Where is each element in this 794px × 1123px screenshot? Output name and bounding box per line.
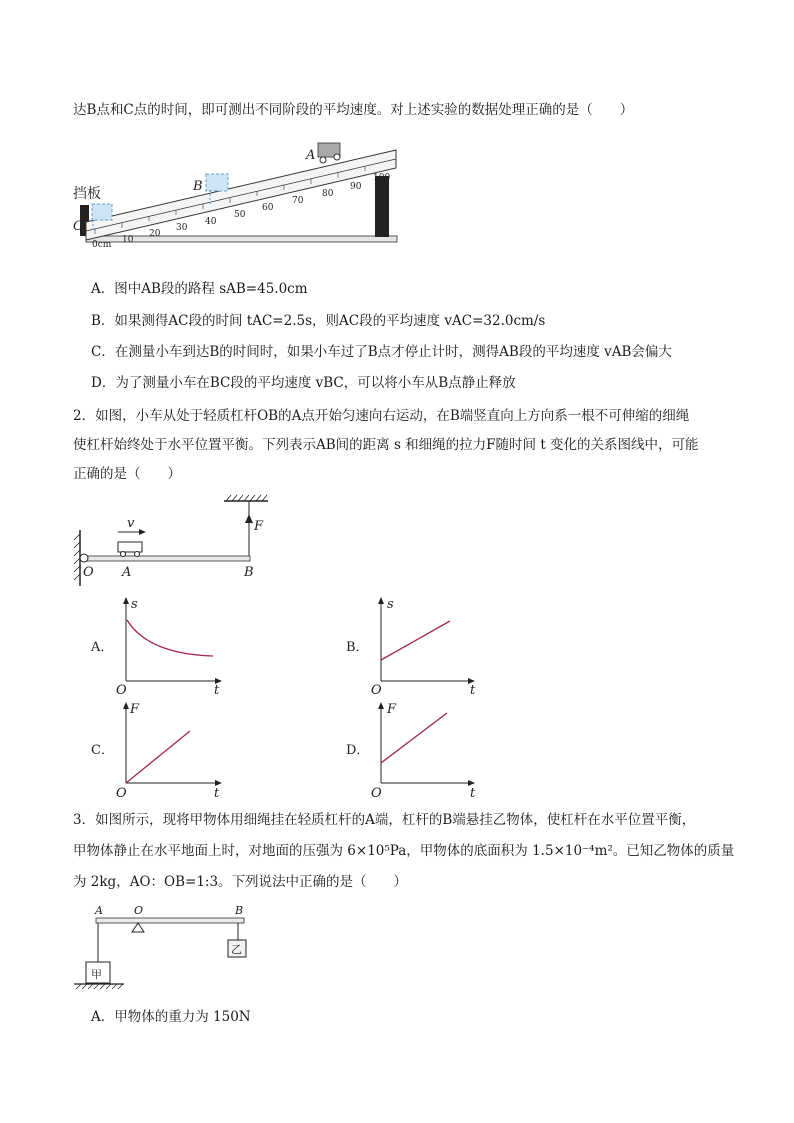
q2-stem-line-2: 使杠杆始终处于水平位置平衡。下列表示AB间的距离 s 和细绳的拉力F随时间 t 变化的关系图线中，可能 (73, 437, 699, 453)
svg-text:t: t (470, 683, 476, 698)
q1-option-D: D．为了测量小车在BC段的平均速度 vBC，可以将小车从B点静止释放 (91, 375, 516, 391)
q1-label-C: C (73, 219, 83, 234)
q3-label-jia: 甲 (91, 968, 102, 981)
q1-ruler-label-50: 50 (234, 210, 246, 220)
q1-ruler-label-30: 30 (176, 223, 188, 233)
q2-label-A: A (122, 565, 132, 580)
q3-lever (96, 918, 244, 923)
svg-text:t: t (470, 786, 476, 801)
q1-option-A: A．图中AB段的路程 sAB=45.0cm (91, 281, 308, 297)
q1-ruler-label-100: 100 (373, 173, 391, 183)
svg-text:O: O (116, 683, 127, 698)
q2-label-O: O (83, 565, 94, 580)
svg-text:F: F (387, 702, 397, 717)
svg-text:A．: A． (91, 640, 114, 655)
q1-ruler-label-20: 20 (149, 229, 161, 239)
svg-text:D．: D． (346, 743, 370, 758)
q1-option-B: B．如果测得AC段的时间 tAC=2.5s，则AC段的平均速度 vAC=32.0cm/s (91, 313, 546, 329)
q2-label-B: B (244, 565, 254, 580)
q3-fulcrum (132, 923, 144, 932)
svg-text:B．: B． (346, 640, 369, 655)
q3-stem-line-1: 3．如图所示，现将甲物体用细绳挂在轻质杠杆的A端，杠杆的B端悬挂乙物体，使杠杆在水平位置平衡， (73, 812, 696, 828)
svg-text:O: O (116, 786, 127, 801)
q3-option-A: A．甲物体的重力为 150N (91, 1009, 251, 1025)
svg-text:O: O (371, 683, 382, 698)
q3-stem-line-3: 为 2kg，AO：OB=1:3。下列说法中正确的是（ ） (73, 874, 408, 890)
q2-label-v: v (127, 516, 135, 531)
q1-label-B: B (193, 179, 203, 194)
q2-label-F: F (254, 519, 264, 534)
q1-label-A: A (306, 148, 316, 163)
q3-label-O: O (134, 904, 144, 917)
q3-label-B: B (235, 904, 244, 917)
svg-text:t: t (214, 683, 220, 698)
q3-label-yi: 乙 (231, 943, 242, 956)
q1-ruler-label-90: 90 (350, 182, 362, 192)
q1-ruler-label-60: 60 (262, 203, 274, 213)
q1-ruler-label-80: 80 (322, 189, 334, 199)
q1-intro-line: 达B点和C点的时间，即可测出不同阶段的平均速度。对上述实验的数据处理正确的是（ ） (73, 102, 634, 118)
q1-option-C: C．在测量小车到达B的时间时，如果小车过了B点才停止计时，测得AB段的平均速度 vAB会偏大 (91, 344, 672, 360)
q3-stem-line-2: 甲物体静止在水平地面上时，对地面的压强为 6×10⁵Pa，甲物体的底面积为 1.5×10⁻⁴m²。已知乙物体的质量 (73, 843, 735, 859)
q3-label-A: A (95, 904, 103, 917)
svg-text:s: s (131, 597, 138, 612)
q1-ruler-label-40: 40 (205, 217, 217, 227)
svg-text:s: s (387, 597, 394, 612)
q1-ruler-label-0: 0cm (92, 240, 112, 250)
svg-text:C．: C． (91, 743, 114, 758)
q1-ruler-label-10: 10 (122, 235, 134, 245)
svg-text:O: O (371, 786, 382, 801)
q1-label-baffle: 挡板 (73, 186, 101, 202)
q2-stem-line-3: 正确的是（ ） (73, 466, 181, 482)
q2-stem-line-1: 2．如图，小车从处于轻质杠杆OB的A点开始匀速向右运动，在B端竖直向上方向系一根不可伸缩的细绳 (73, 408, 690, 424)
q1-ruler-label-70: 70 (292, 196, 304, 206)
svg-text:F: F (130, 702, 140, 717)
svg-text:t: t (214, 786, 220, 801)
